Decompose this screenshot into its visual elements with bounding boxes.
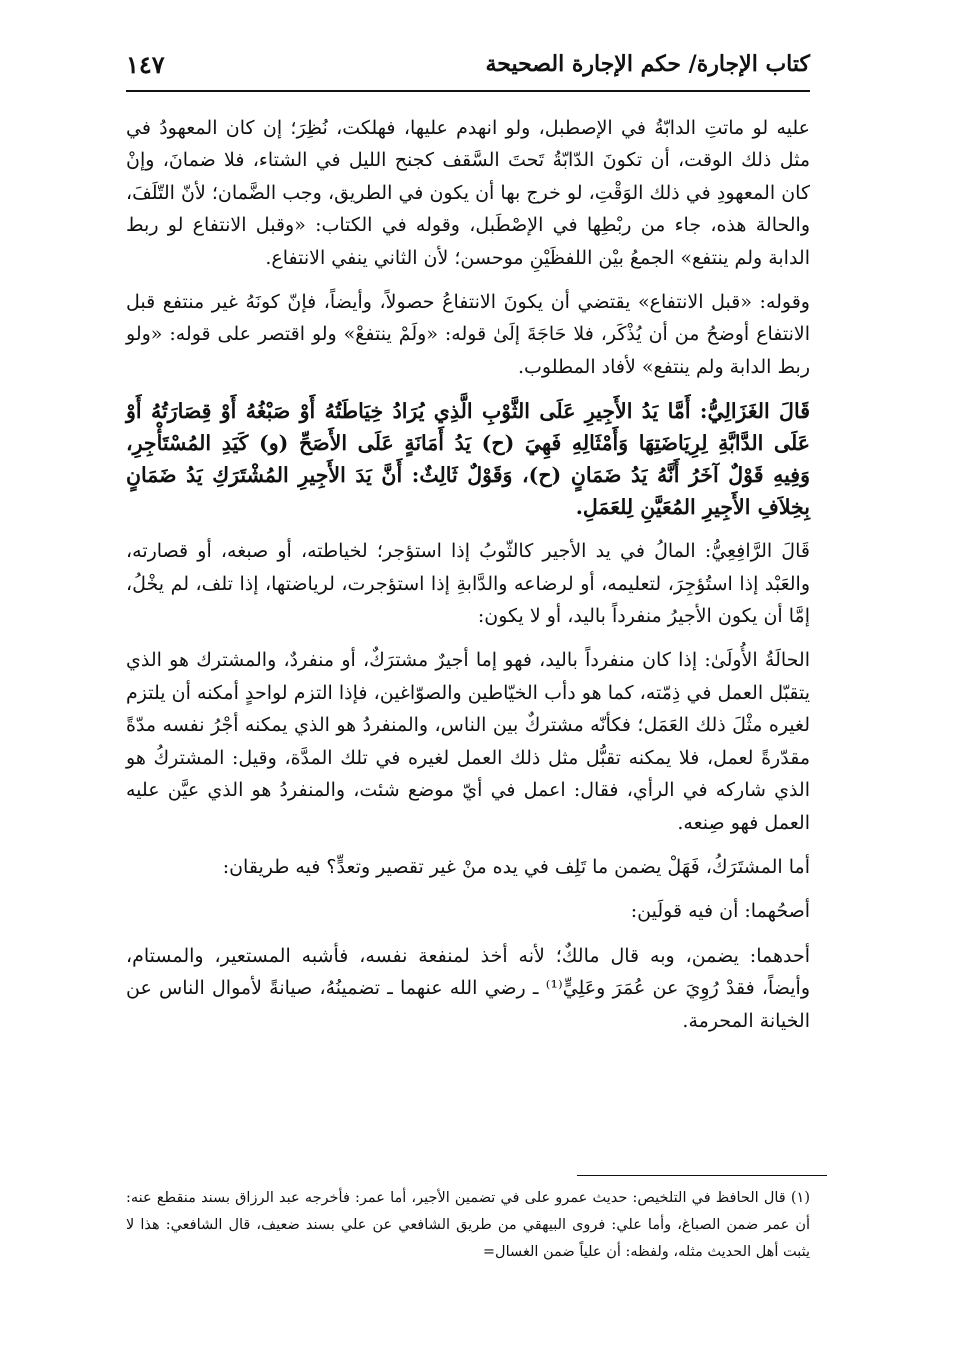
running-title: كتاب الإجارة/ حكم الإجارة الصحيحة bbox=[485, 51, 810, 77]
page-number: ١٤٧ bbox=[126, 49, 165, 79]
paragraph: أحدهما: يضمن، وبه قال مالكٌ؛ لأنه أخذ لمنفعة نفسه، فأشبه المستعير، والمستام، وأيضاً، فقدْ رُوِيَ عن عُمَرَ وعَلِيٍّ⁽¹⁾ ـ رضي الله عنهما ـ تضمينُهُ، صيانةً لأموال الناس عن الخيانة المحرمة. bbox=[126, 944, 810, 1032]
footnote: (١) قال الحافظ في التلخيص: حديث عمرو على في تضمين الأجير، أما عمر: فأخرجه عبد الرزاق بسند منقطع عنه: أن عمر ضمن الصباغ، وأما علي: فروى البيهقي من طريق الشافعي عن علي بسند ضعيف، قال الشافعي: هذا لا يثبت أهل الحديث مثله، ولفظه: أن علياً ضمن الغسال= bbox=[126, 1190, 810, 1260]
paragraph: عليه لو ماتتِ الدابّةُ في الإصطبل، ولو انهدم عليها، فهلكت، نُظِرَ؛ إن كان المعهودُ في مثل ذلك الوقت، أن تكونَ الدّابّةُ تَحتَ السَّقف كجنح الليل في الشتاء، فلا ضمانَ، وإنْ كان المعهودِ في ذلك الوَقْتِ، لو خرج بها أن يكون في الطريق، وجب الضَّمان؛ لأنّ التّلَفَ، والحالة هذه، جاء من ربْطِها في الإصْطَبل، وقوله في الكتاب: «وقبل الانتفاع لو ربط الدابة ولم ينتفع» الجمعُ بيْن اللفظَيْنِ موحسن؛ لأن الثاني ينفي الانتفاع. bbox=[126, 117, 810, 269]
footnote-separator bbox=[577, 1175, 827, 1176]
paragraph: أصحُهما: أن فيه قولَين: bbox=[630, 900, 810, 923]
main-text bbox=[126, 112, 810, 1049]
paragraph: وقوله: «قبل الانتفاع» يقتضي أن يكونَ الانتفاعُ حصولاً، وأيضاً، فإنّ كونَهُ غير منتفع قبل الانتفاع أوضحُ من أن يُذْكَر، فلا حَاجَةَ إلَىٰ قوله: «ولَمْ ينتفعْ» ولو اقتصر على قوله: «ولو ربط الدابة ولم ينتفع» لأفاد المطلوب. bbox=[126, 291, 810, 378]
paragraph: الحالَةُ الأُولَىٰ: إذا كان منفرداً باليد، فهو إما أجيرٌ مشترَكٌ، أو منفردٌ، والمشترك هو الذي يتقبّل العمل في ذِمّته، كما هو دأب الخيّاطين والصوّاغين، فإذا التزم لواحدٍ أمكنه أن يلتزم لغيره مثْلَ ذلك العَمَل؛ فكأنّه مشتركٌ بين الناس، والمنفردُ هو الذي يمكنه أجْرُ نفسه مدّةً مقدّرةً لعمل، فلا يمكنه تقبُّل مثل ذلك العمل لغيره في تلك المدَّة، وقيل: المشتركُ هو الذي شاركه في الرأي، فقال: اعمل في أيّ موضع شئت، والمنفردُ هو الذي عيَّن عليه العمل فهو صِنعه. bbox=[126, 649, 810, 834]
paragraph: أما المشتَرَكُ، فَهَلْ يضمن ما تَلِف في يده منْ غير تقصير وتعدٍّ؟ فيه طريقان: bbox=[222, 855, 810, 878]
paragraph: قَالَ الرَّافِعِيُّ: المالُ في يد الأجير كالثّوبُ إذا استؤجر؛ لخياطته، أو صبغه، أو قصارته، والعَبْد إذا استُؤجِرَ، لتعليمه، أو لرضاعه والدَّابةِ إذا استؤجرت، لرياضتها، إذا تلف، لم يخْلُ، إمَّا أن يكون الأجيرُ منفرداً باليد، أو لا يكون: bbox=[126, 540, 810, 628]
quoted-matn: قَالَ الغَزَالِيُّ: أَمَّا يَدُ الأَجِيرِ عَلَى الثَّوْبِ الَّذِي يُرَادُ خِيَاطَتُهُ أَوْ صَبْغُهُ أَوْ قِصَارَتُهُ أَوْ عَلَى الدَّابَّةِ لِرِيَاضَتِهَا وَأَمْثَالِهِ فَهِيَ (ح) يَدُ أَمَانَةٍ عَلَى الأَصَحِّ (و) كَيَدِ المُسْتَأْجِرِ، وَفِيهِ قَوْلٌ آخَرُ أَنَّهُ يَدُ ضَمَانٍ (ح)، وَقَوْلٌ ثَالِثٌ: أَنَّ يَدَ الأَجِيرِ المُشْتَرَكِ يَدُ ضَمَانٍ بِخِلاَفِ الأَجِيرِ المُعَيَّنِ لِلعَمَلِ. bbox=[126, 399, 810, 520]
running-header bbox=[126, 44, 810, 92]
